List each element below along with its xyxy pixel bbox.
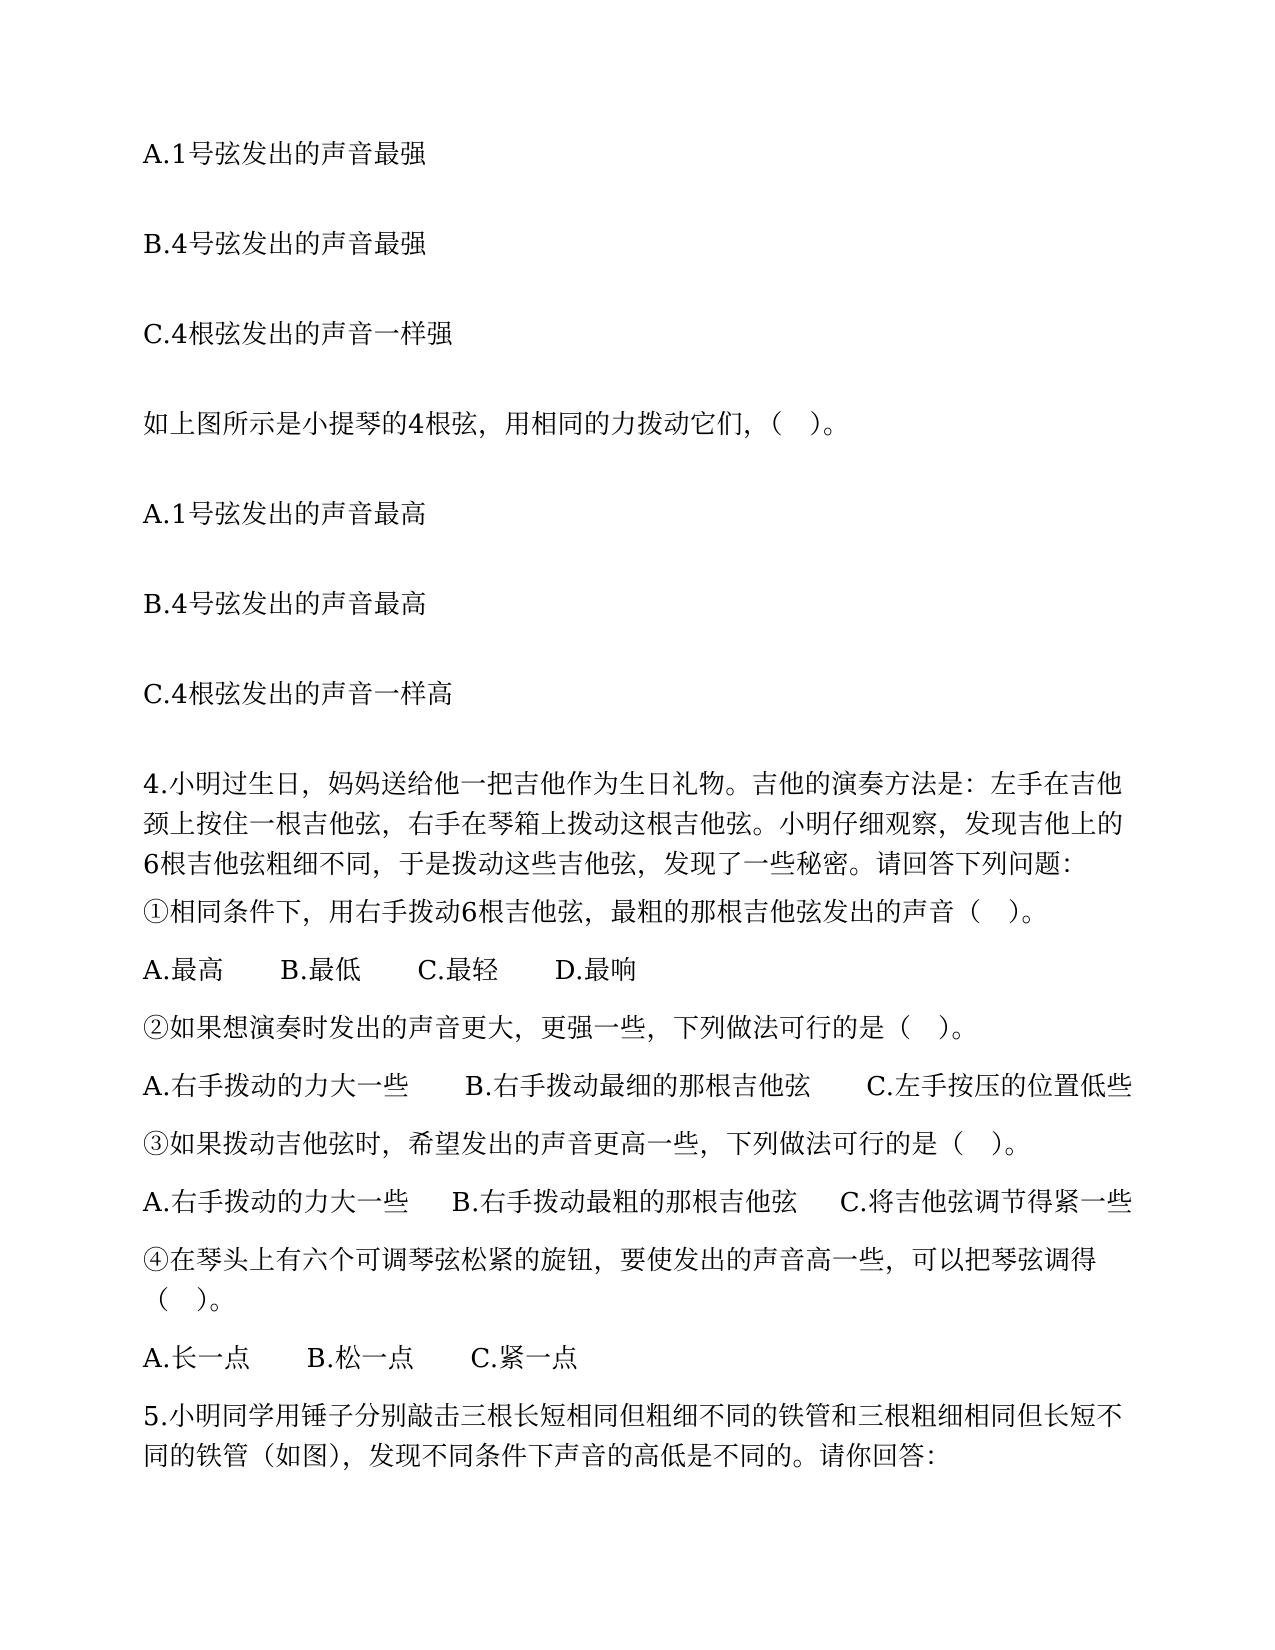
q4-sub3-option-b: B.右手拨动最粗的那根吉他弦 <box>451 1188 798 1218</box>
q4-sub2-option-a: A.右手拨动的力大一些 <box>143 1072 410 1102</box>
q4-sub4-option-b: B.松一点 <box>306 1344 415 1374</box>
q4-sub1-option-d: D.最响 <box>554 956 637 986</box>
pitch-option-c: C.4根弦发出的声音一样高 <box>143 680 454 710</box>
q4-sub1-option-b: B.最低 <box>280 956 362 986</box>
q4-sub2-options <box>143 1067 1133 1107</box>
q4-sub1-options <box>143 951 1133 991</box>
question-5-stem: 5.小明同学用锤子分别敲击三根长短相同但粗细不同的铁管和三根粗细相同但长短不同的铁管（如图），发现不同条件下声音的高低是不同的。请你回答： <box>143 1402 1123 1472</box>
q4-sub4-stem: ④在琴头上有六个可调琴弦松紧的旋钮，要使发出的声音高一些，可以把琴弦调得（ ）。 <box>143 1246 1098 1316</box>
q4-sub4-option-a: A.长一点 <box>143 1344 251 1374</box>
q4-sub1-stem: ①相同条件下，用右手拨动6根吉他弦，最粗的那根吉他弦发出的声音（ ）。 <box>143 898 1049 928</box>
pitch-option-b: B.4号弦发出的声音最高 <box>143 590 427 620</box>
q4-sub2-stem: ②如果想演奏时发出的声音更大，更强一些，下列做法可行的是（ ）。 <box>143 1014 979 1044</box>
q4-sub3-options <box>143 1183 1133 1223</box>
violin-pitch-stem: 如上图所示是小提琴的4根弦，用相同的力拨动它们，（ ）。 <box>143 410 850 440</box>
q4-sub3-option-c: C.将吉他弦调节得紧一些 <box>839 1188 1133 1218</box>
q4-sub4-option-c: C.紧一点 <box>470 1344 579 1374</box>
q4-sub2-option-b: B.右手拨动最细的那根吉他弦 <box>464 1072 812 1102</box>
loudness-option-b: B.4号弦发出的声音最强 <box>143 230 427 260</box>
question-4-stem: 4.小明过生日，妈妈送给他一把吉他作为生日礼物。吉他的演奏方法是：左手在吉他颈上按住一根吉他弦，右手在琴箱上拨动这根吉他弦。小明仔细观察，发现吉他上的6根吉他弦粗细不同，于是拨动这些吉他弦，发现了一些秘密。请回答下列问题： <box>143 770 1124 880</box>
q4-sub2-option-c: C.左手按压的位置低些 <box>866 1072 1133 1102</box>
q4-sub1-option-c: C.最轻 <box>417 956 499 986</box>
q4-sub3-option-a: A.右手拨动的力大一些 <box>143 1188 410 1218</box>
q4-sub3-stem: ③如果拨动吉他弦时，希望发出的声音更高一些，下列做法可行的是（ ）。 <box>143 1130 1032 1160</box>
q4-sub1-option-a: A.最高 <box>143 956 225 986</box>
pitch-option-a: A.1号弦发出的声音最高 <box>143 500 427 530</box>
q4-sub4-options <box>143 1339 1133 1379</box>
loudness-option-a: A.1号弦发出的声音最强 <box>143 140 427 170</box>
loudness-option-c: C.4根弦发出的声音一样强 <box>143 320 454 350</box>
